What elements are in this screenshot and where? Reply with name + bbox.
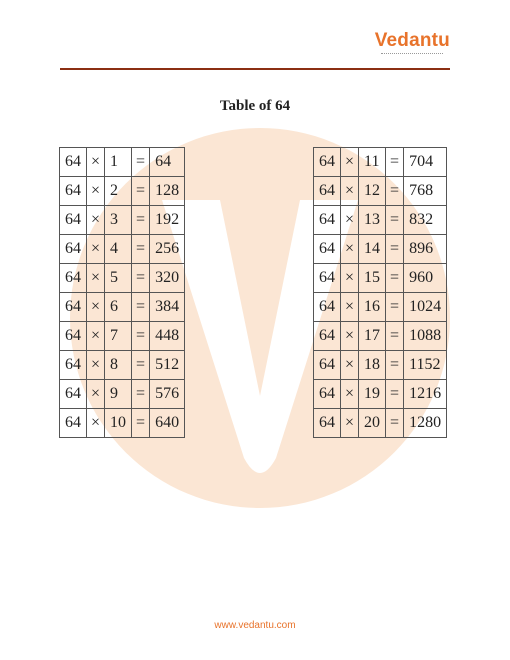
result-cell: 704	[404, 148, 447, 177]
times-sign: ×	[87, 409, 105, 438]
base-cell: 64	[60, 380, 87, 409]
result-cell: 1280	[404, 409, 447, 438]
times-sign: ×	[341, 351, 359, 380]
base-cell: 64	[60, 148, 87, 177]
table-row	[60, 322, 185, 351]
multiplier-cell: 7	[105, 322, 132, 351]
base-cell: 64	[60, 293, 87, 322]
base-cell: 64	[60, 409, 87, 438]
multiplier-cell: 18	[359, 351, 386, 380]
equals-sign: =	[386, 380, 404, 409]
table-row	[314, 206, 447, 235]
base-cell: 64	[314, 351, 341, 380]
multiplier-cell: 13	[359, 206, 386, 235]
times-sign: ×	[87, 322, 105, 351]
table-row	[314, 322, 447, 351]
times-sign: ×	[87, 206, 105, 235]
times-sign: ×	[341, 235, 359, 264]
result-cell: 832	[404, 206, 447, 235]
times-sign: ×	[87, 351, 105, 380]
times-sign: ×	[341, 148, 359, 177]
equals-sign: =	[132, 264, 150, 293]
times-sign: ×	[341, 409, 359, 438]
multiplier-cell: 6	[105, 293, 132, 322]
multiplier-cell: 15	[359, 264, 386, 293]
table-row	[314, 409, 447, 438]
base-cell: 64	[314, 177, 341, 206]
times-sign: ×	[341, 380, 359, 409]
times-sign: ×	[341, 264, 359, 293]
times-sign: ×	[341, 322, 359, 351]
times-sign: ×	[341, 206, 359, 235]
result-cell: 1216	[404, 380, 447, 409]
table-row	[60, 148, 185, 177]
equals-sign: =	[386, 206, 404, 235]
equals-sign: =	[386, 264, 404, 293]
header-rule	[60, 68, 450, 70]
result-cell: 448	[150, 322, 185, 351]
equals-sign: =	[386, 293, 404, 322]
multiplier-cell: 20	[359, 409, 386, 438]
result-cell: 512	[150, 351, 185, 380]
page-title: Table of 64	[219, 98, 291, 114]
base-cell: 64	[314, 380, 341, 409]
result-cell: 960	[404, 264, 447, 293]
logo-text: Vedantu	[374, 30, 450, 51]
equals-sign: =	[132, 322, 150, 351]
multiplier-cell: 12	[359, 177, 386, 206]
equals-sign: =	[132, 293, 150, 322]
equals-sign: =	[132, 409, 150, 438]
table-row	[60, 409, 185, 438]
multiplier-cell: 3	[105, 206, 132, 235]
result-cell: 320	[150, 264, 185, 293]
table-row	[60, 264, 185, 293]
multiplier-cell: 19	[359, 380, 386, 409]
equals-sign: =	[386, 322, 404, 351]
base-cell: 64	[60, 264, 87, 293]
multiplier-cell: 4	[105, 235, 132, 264]
base-cell: 64	[314, 409, 341, 438]
result-cell: 128	[150, 177, 185, 206]
multiplier-cell: 17	[359, 322, 386, 351]
result-cell: 64	[150, 148, 185, 177]
result-cell: 384	[150, 293, 185, 322]
times-sign: ×	[341, 293, 359, 322]
table-row	[60, 351, 185, 380]
equals-sign: =	[132, 351, 150, 380]
result-cell: 768	[404, 177, 447, 206]
equals-sign: =	[386, 409, 404, 438]
multiplier-cell: 10	[105, 409, 132, 438]
multiplier-cell: 8	[105, 351, 132, 380]
equals-sign: =	[386, 235, 404, 264]
multiplication-table-right	[313, 147, 447, 438]
table-row	[314, 235, 447, 264]
vedantu-logo	[375, 31, 450, 56]
base-cell: 64	[314, 293, 341, 322]
table-row	[314, 264, 447, 293]
table-row	[60, 380, 185, 409]
base-cell: 64	[60, 322, 87, 351]
result-cell: 1088	[404, 322, 447, 351]
multiplier-cell: 16	[359, 293, 386, 322]
table-row	[60, 235, 185, 264]
equals-sign: =	[386, 148, 404, 177]
equals-sign: =	[132, 177, 150, 206]
multiplier-cell: 1	[105, 148, 132, 177]
table-row	[314, 177, 447, 206]
table-row	[60, 206, 185, 235]
multiplier-cell: 9	[105, 380, 132, 409]
base-cell: 64	[60, 206, 87, 235]
times-sign: ×	[87, 235, 105, 264]
multiplication-table-left	[59, 147, 185, 438]
base-cell: 64	[60, 351, 87, 380]
times-sign: ×	[87, 148, 105, 177]
base-cell: 64	[314, 322, 341, 351]
times-sign: ×	[87, 293, 105, 322]
multiplier-cell: 5	[105, 264, 132, 293]
multiplier-cell: 14	[359, 235, 386, 264]
times-sign: ×	[87, 177, 105, 206]
equals-sign: =	[132, 206, 150, 235]
base-cell: 64	[314, 264, 341, 293]
table-row	[60, 177, 185, 206]
equals-sign: =	[132, 235, 150, 264]
footer-url: www.vedantu.com	[214, 620, 296, 631]
multiplier-cell: 11	[359, 148, 386, 177]
result-cell: 640	[150, 409, 185, 438]
times-sign: ×	[87, 380, 105, 409]
equals-sign: =	[386, 177, 404, 206]
table-row	[60, 293, 185, 322]
equals-sign: =	[386, 351, 404, 380]
logo-tagline-mark	[381, 53, 443, 56]
result-cell: 896	[404, 235, 447, 264]
times-sign: ×	[341, 177, 359, 206]
base-cell: 64	[314, 148, 341, 177]
result-cell: 256	[150, 235, 185, 264]
result-cell: 1024	[404, 293, 447, 322]
base-cell: 64	[60, 235, 87, 264]
table-row	[314, 351, 447, 380]
times-sign: ×	[87, 264, 105, 293]
base-cell: 64	[314, 206, 341, 235]
equals-sign: =	[132, 148, 150, 177]
table-row	[314, 148, 447, 177]
multiplier-cell: 2	[105, 177, 132, 206]
base-cell: 64	[60, 177, 87, 206]
equals-sign: =	[132, 380, 150, 409]
result-cell: 576	[150, 380, 185, 409]
result-cell: 192	[150, 206, 185, 235]
result-cell: 1152	[404, 351, 447, 380]
table-row	[314, 293, 447, 322]
table-row	[314, 380, 447, 409]
base-cell: 64	[314, 235, 341, 264]
